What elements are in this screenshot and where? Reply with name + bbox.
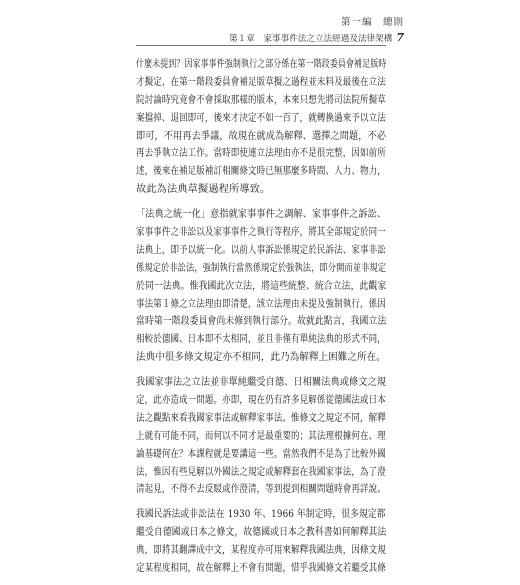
- paragraph: [136, 56, 386, 199]
- header-chapter-line: [229, 29, 404, 46]
- text-line: 繼受自德國或日本之條文，故德國或日本之教科書如何解釋其法: [136, 527, 387, 539]
- text-line: 故此為法典草擬過程所導致。: [136, 184, 271, 196]
- text-line: 我國家事法之立法並非單純繼受自德、日相關法典或條文之規: [136, 377, 387, 389]
- paragraph: [136, 206, 386, 367]
- text-line: 上就有可能不同，而何以不同才是最重要的；其法理根據何在、理: [136, 430, 386, 442]
- text-line: 法典上，即予以統一化。以前人事訴訟係規定於民訴法、家事非訟: [136, 244, 386, 256]
- text-line: 相較於德國、日本即不太相同，並且非僅有單純法典的形式不同，: [136, 334, 386, 346]
- header-rule: [136, 45, 386, 46]
- text-line: 定，此亦造成一問題。亦即，現在仍有許多見解係從德國法或日本: [136, 395, 386, 407]
- paragraph: [136, 506, 386, 578]
- text-line: 法，惟因有些見解以外國法之規定或解釋套在我國家事法，為了澄: [136, 466, 386, 478]
- text-line: 當時第一階段委員會尚未修到執行部分。故就此點言，我國立法: [136, 316, 387, 328]
- text-line: 案擋掉、退回即可，後來才決定不如一百了，就轉換過來予以立法: [136, 112, 386, 124]
- text-line: 典，即將其翻譯成中文，某程度亦可用來解釋我國法典，因條文規: [136, 545, 386, 557]
- text-line: 家事事件之非訟以及家事事件之執行等程序，將其全部規定於同一: [136, 227, 386, 239]
- text-line: 清起見，不得不去反駁或作澄清，等到提到相關問題時會再詳說。: [136, 484, 386, 496]
- text-line: 定某程度相同，故在解釋上不會有問題，惜乎我國條文若繼受其條: [136, 563, 386, 575]
- text-line: 於同一法典。惟我國此次立法，將這些統整、統合立法，此觀家: [136, 280, 387, 292]
- text-line: 什麼未提到？因家事事件強制執行之部分係在第一階段委員會補足版時: [136, 59, 387, 70]
- page-number: 7: [396, 31, 404, 44]
- running-header: [229, 16, 404, 46]
- text-line: 院討論時究竟會不會採取那樣的版本，本來只想先將司法院所擬草: [136, 94, 386, 106]
- header-part-title: 第一編 總則: [340, 17, 404, 28]
- paragraph: [136, 374, 386, 499]
- text-line: 係規定於非訟法，強制執行當然係規定於強執法，即分開而並非規定: [136, 262, 387, 274]
- text-line: 我國民訴法或非訟法在 1930 年、1966 年制定時，很多規定都: [136, 509, 386, 521]
- text-line: 才擬定，在第一階段委員會補足版草擬之過程並未料及最後在立法: [136, 76, 386, 88]
- text-line: 事法第１條之立法理由即清楚，該立法理由未提及強制執行，係因: [136, 298, 386, 310]
- text-line: 法典中很多條文規定亦不相同，此乃為解釋上困難之所在。: [136, 352, 386, 364]
- text-line: 法之觀點來看我國家事法或解釋家事法。惟條文之規定不同，解釋: [136, 412, 386, 424]
- text-line: 「法典之統一化」意指就家事事件之調解、家事事件之訴訟、: [136, 209, 387, 221]
- body-text: [136, 56, 386, 585]
- text-line: 述，後來在補足版補訂相關條文時已無那麼多時間、人力、物力，: [136, 166, 386, 178]
- text-line: 再去爭執立法工作。當時即使連立法理由亦不是很完整，因如前所: [136, 148, 386, 160]
- header-chapter-title: 第１章 家事事件法之立法經過及法律架構: [229, 34, 393, 44]
- text-line: 即可，不用再去爭議，故現在就成為解釋、選擇之問題，不必: [136, 130, 387, 142]
- text-line: 論基礎何在？本課程就是要講這一些。當然我們不是為了比較外國: [136, 448, 386, 460]
